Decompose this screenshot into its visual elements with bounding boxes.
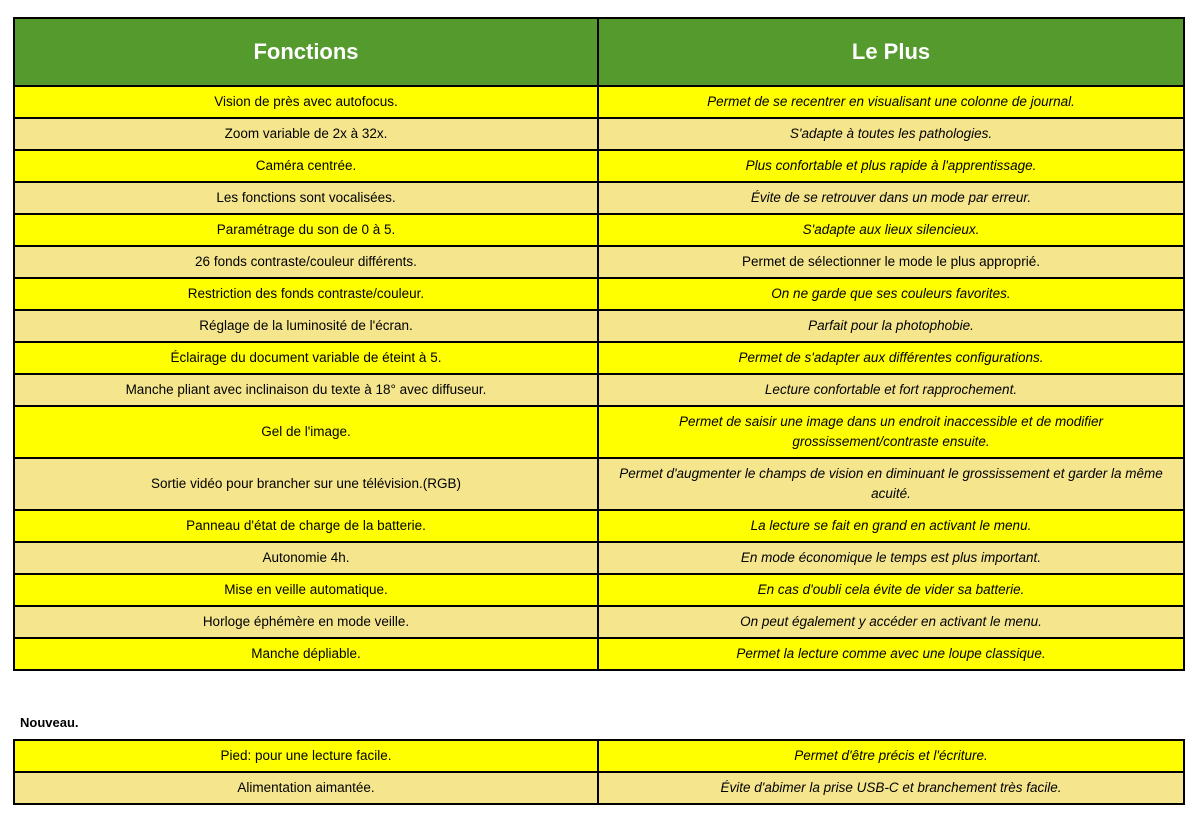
benefit-cell: On peut également y accéder en activant le menu. bbox=[598, 606, 1184, 638]
benefit-cell: La lecture se fait en grand en activant le menu. bbox=[598, 510, 1184, 542]
table-row bbox=[14, 214, 1184, 246]
new-features-table bbox=[13, 739, 1185, 805]
benefit-cell: Évite d'abimer la prise USB-C et branchement très facile. bbox=[598, 772, 1184, 804]
function-cell: Restriction des fonds contraste/couleur. bbox=[14, 278, 598, 310]
table-row bbox=[14, 542, 1184, 574]
function-cell: Autonomie 4h. bbox=[14, 542, 598, 574]
function-cell: Les fonctions sont vocalisées. bbox=[14, 182, 598, 214]
function-cell: Manche dépliable. bbox=[14, 638, 598, 670]
table-row bbox=[14, 740, 1184, 772]
function-cell: Caméra centrée. bbox=[14, 150, 598, 182]
benefit-cell: Parfait pour la photophobie. bbox=[598, 310, 1184, 342]
table-row bbox=[14, 772, 1184, 804]
function-cell: Panneau d'état de charge de la batterie. bbox=[14, 510, 598, 542]
benefit-cell: Permet de saisir une image dans un endroit inaccessible et de modifier grossissement/contraste ensuite. bbox=[598, 406, 1184, 458]
features-table bbox=[13, 17, 1185, 671]
table-row bbox=[14, 246, 1184, 278]
benefit-cell: S'adapte à toutes les pathologies. bbox=[598, 118, 1184, 150]
features-table-body bbox=[14, 86, 1184, 670]
benefit-cell: Permet de sélectionner le mode le plus approprié. bbox=[598, 246, 1184, 278]
function-cell: Mise en veille automatique. bbox=[14, 574, 598, 606]
benefit-cell: Lecture confortable et fort rapprochement. bbox=[598, 374, 1184, 406]
header-row bbox=[14, 18, 1184, 86]
function-cell: Manche pliant avec inclinaison du texte à 18° avec diffuseur. bbox=[14, 374, 598, 406]
benefit-cell: Permet d'augmenter le champs de vision en diminuant le grossissement et garder la même acuité. bbox=[598, 458, 1184, 510]
header-le-plus: Le Plus bbox=[598, 18, 1184, 86]
table-row bbox=[14, 310, 1184, 342]
benefit-cell: Plus confortable et plus rapide à l'apprentissage. bbox=[598, 150, 1184, 182]
table-row bbox=[14, 638, 1184, 670]
benefit-cell: Évite de se retrouver dans un mode par erreur. bbox=[598, 182, 1184, 214]
benefit-cell: On ne garde que ses couleurs favorites. bbox=[598, 278, 1184, 310]
benefit-cell: Permet de s'adapter aux différentes configurations. bbox=[598, 342, 1184, 374]
function-cell: Éclairage du document variable de éteint à 5. bbox=[14, 342, 598, 374]
function-cell: Horloge éphémère en mode veille. bbox=[14, 606, 598, 638]
table-row bbox=[14, 342, 1184, 374]
table-row bbox=[14, 118, 1184, 150]
function-cell: 26 fonds contraste/couleur différents. bbox=[14, 246, 598, 278]
function-cell: Gel de l'image. bbox=[14, 406, 598, 458]
function-cell: Pied: pour une lecture facile. bbox=[14, 740, 598, 772]
function-cell: Vision de près avec autofocus. bbox=[14, 86, 598, 118]
function-cell: Zoom variable de 2x à 32x. bbox=[14, 118, 598, 150]
table-row bbox=[14, 510, 1184, 542]
table-row bbox=[14, 574, 1184, 606]
header-fonctions: Fonctions bbox=[14, 18, 598, 86]
table-row bbox=[14, 150, 1184, 182]
function-cell: Réglage de la luminosité de l'écran. bbox=[14, 310, 598, 342]
table-row bbox=[14, 278, 1184, 310]
section-label-nouveau: Nouveau. bbox=[20, 715, 79, 730]
benefit-cell: S'adapte aux lieux silencieux. bbox=[598, 214, 1184, 246]
new-features-table-body bbox=[14, 740, 1184, 804]
function-cell: Sortie vidéo pour brancher sur une télévision.(RGB) bbox=[14, 458, 598, 510]
table-row bbox=[14, 182, 1184, 214]
benefit-cell: En cas d'oubli cela évite de vider sa batterie. bbox=[598, 574, 1184, 606]
benefit-cell: En mode économique le temps est plus important. bbox=[598, 542, 1184, 574]
function-cell: Paramétrage du son de 0 à 5. bbox=[14, 214, 598, 246]
table-row bbox=[14, 86, 1184, 118]
table-row bbox=[14, 458, 1184, 510]
table-row bbox=[14, 406, 1184, 458]
function-cell: Alimentation aimantée. bbox=[14, 772, 598, 804]
benefit-cell: Permet la lecture comme avec une loupe classique. bbox=[598, 638, 1184, 670]
table-row bbox=[14, 374, 1184, 406]
benefit-cell: Permet de se recentrer en visualisant une colonne de journal. bbox=[598, 86, 1184, 118]
benefit-cell: Permet d'être précis et l'écriture. bbox=[598, 740, 1184, 772]
table-row bbox=[14, 606, 1184, 638]
